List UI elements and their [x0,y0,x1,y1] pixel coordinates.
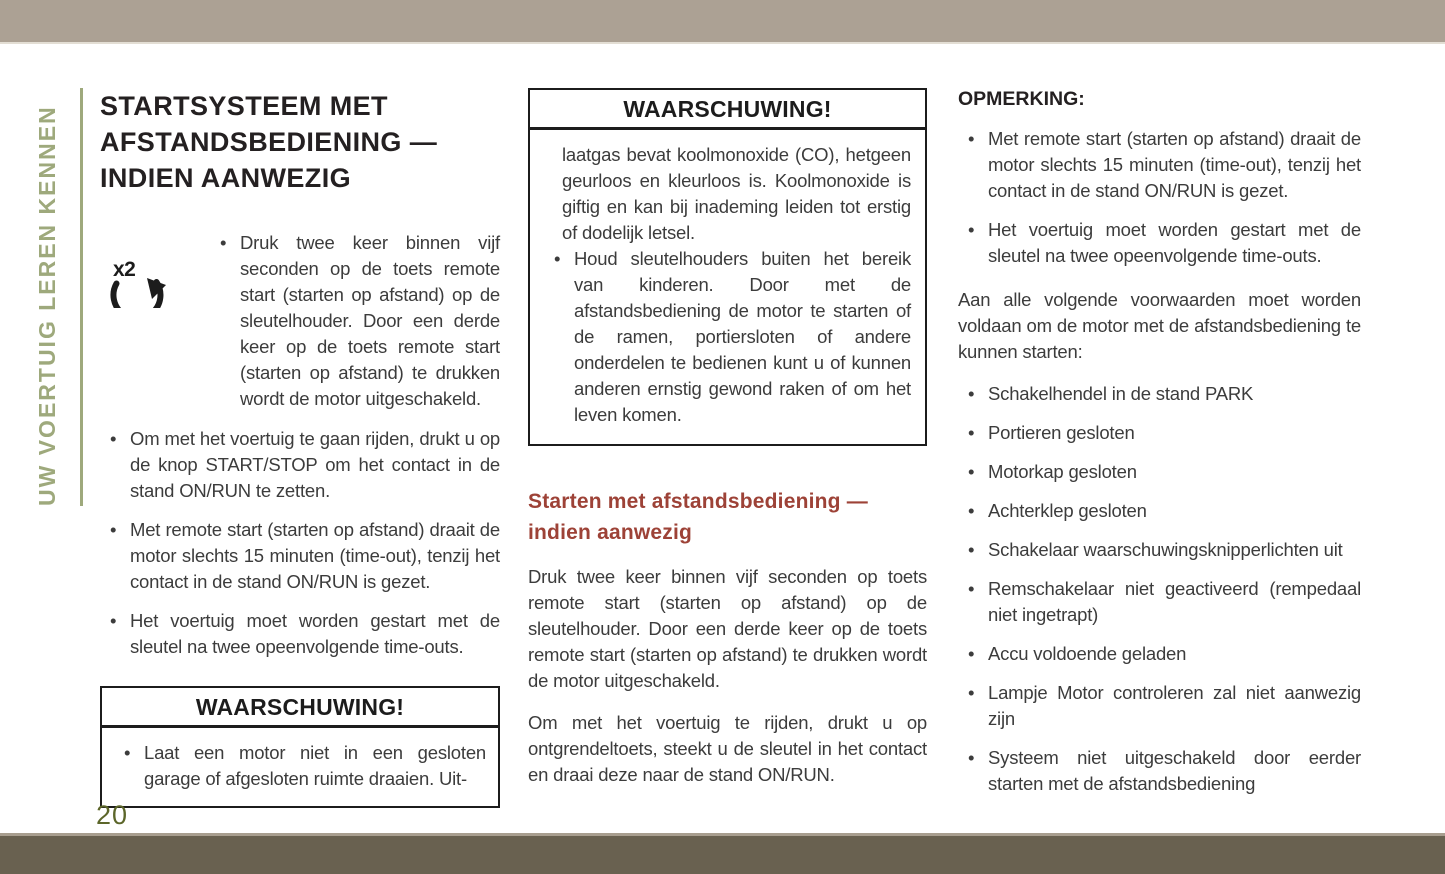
bullet-marker: • [968,422,975,443]
note-heading: OPMERKING: [958,88,1085,110]
bullet-item [958,217,1361,269]
paragraph: Aan alle volgende voorwaarden moet worden voldaan om de motor met de afstandsbediening te kunnen starten: [958,289,1361,362]
paragraph: Druk twee keer binnen vijf seconden op toets remote start (starten op afstand) op de sleutelhouder. Door een derde keer op de toets remote start (starten op afstand) te drukken wordt de motor uitgeschakeld. [528,566,927,691]
bullet-marker: • [968,747,975,768]
bullet-item [210,230,500,412]
bullet-item [544,246,911,428]
warning-title: WAARSCHUWING! [102,688,498,728]
bullet-text: Met remote start (starten op afstand) draait de motor slechts 15 minuten (time-out), tenzij het contact in de stand ON/RUN is gezet. [130,519,500,592]
bullet-text: Om met het voertuig te gaan rijden, drukt u op de knop START/STOP om het contact in de stand ON/RUN te zetten. [130,428,500,501]
bullet-item [100,426,500,504]
condition-text: Schakelaar waarschuwingsknipperlichten uit [988,539,1343,560]
bullet-marker: • [110,519,117,540]
bullet-marker: • [968,578,975,599]
bullet-marker: • [968,383,975,404]
bullet-text: Druk twee keer binnen vijf seconden op de toets remote start (starten op afstand) op de sleutelhouder. Door een derde keer op de toets remote start (starten op afstand) te drukken wordt de motor uitgeschakeld. [240,232,500,409]
top-bar [0,0,1445,44]
condition-text: Remschakelaar niet geactiveerd (rempedaal niet ingetrapt) [988,578,1361,625]
bullet-marker: • [124,742,131,763]
section-title-line: AFSTANDSBEDIENING — [100,127,438,157]
bullet-text: Houd sleutelhouders buiten het bereik van kinderen. Door met de afstandsbediening de motor te starten of de ramen, portiersloten of andere onderdelen te bedienen kunt u of kunnen anderen ernstig gewond raken of om het leven komen. [574,248,911,425]
condition-item [958,745,1361,797]
bullet-item [100,608,500,660]
condition-item [958,381,1361,407]
condition-text: Accu voldoende geladen [988,643,1187,664]
bullet-marker: • [968,643,975,664]
circular-arrow-icon [100,240,178,308]
warning-title: WAARSCHUWING! [530,90,925,130]
bullet-item [958,126,1361,204]
condition-item [958,420,1361,446]
icon-cell [100,230,210,412]
column-middle [528,88,927,804]
bullet-marker: • [968,539,975,560]
bullet-marker: • [968,128,975,149]
bottom-bar [0,836,1445,874]
condition-item [958,680,1361,732]
warning-body [530,130,925,444]
bullet-marker: • [968,682,975,703]
bullet-item [114,740,486,792]
bullet-marker: • [220,232,227,253]
bullet-text: Laat een motor niet in een gesloten garage of afgesloten ruimte draaien. Uit- [144,742,486,789]
bullet-marker: • [968,461,975,482]
paragraph: Om met het voertuig te rijden, drukt u op ontgrendeltoets, steekt u de sleutel in het contact en draai deze naar de stand ON/RUN. [528,712,927,785]
section-title-line: INDIEN AANWEZIG [100,163,351,193]
condition-item [958,576,1361,628]
bullet-text: Het voertuig moet worden gestart met de sleutel na twee opeenvolgende time-outs. [130,610,500,657]
warning-body [102,728,498,806]
warning-box [528,88,927,446]
icon-bullet-row [100,230,500,412]
condition-text: Lampje Motor controleren zal niet aanwezig zijn [988,682,1361,729]
condition-item [958,641,1361,667]
subsection-title: Starten met afstandsbediening — indien aanwezig [528,490,868,544]
warning-continuation-text: laatgas bevat koolmonoxide (CO), hetgeen geurloos en kleurloos is. Koolmonoxide is giftig en kan bij inademing leiden tot erstig of dodelijk letsel. [562,144,911,243]
condition-text: Schakelhendel in de stand PARK [988,383,1254,404]
bullet-text: Met remote start (starten op afstand) draait de motor slechts 15 minuten (time-out), tenzij het contact in de stand ON/RUN is gezet. [988,128,1361,201]
press-twice-x2-icon [100,240,178,308]
page-number: 20 [96,800,129,830]
column-left [100,88,500,808]
bullet-marker: • [110,610,117,631]
warning-box [100,686,500,808]
bullet-marker: • [554,248,561,269]
sidebar-rule [80,88,83,506]
condition-text: Systeem niet uitgeschakeld door eerder starten met de afstandsbediening [988,747,1361,794]
section-title [100,88,500,196]
chapter-sidebar-label: UW VOERTUIG LEREN KENNEN [34,105,60,506]
bullet-marker: • [968,219,975,240]
condition-text: Motorkap gesloten [988,461,1137,482]
condition-item [958,537,1361,563]
condition-item [958,459,1361,485]
condition-item [958,498,1361,524]
bullet-marker: • [110,428,117,449]
condition-text: Achterklep gesloten [988,500,1147,521]
section-title-line: STARTSYSTEEM MET [100,91,388,121]
column-right [958,86,1361,810]
bullet-text: Het voertuig moet worden gestart met de sleutel na twee opeenvolgende time-outs. [988,219,1361,266]
condition-text: Portieren gesloten [988,422,1135,443]
bullet-marker: • [968,500,975,521]
x2-label: x2 [113,258,136,281]
bullet-item [100,517,500,595]
